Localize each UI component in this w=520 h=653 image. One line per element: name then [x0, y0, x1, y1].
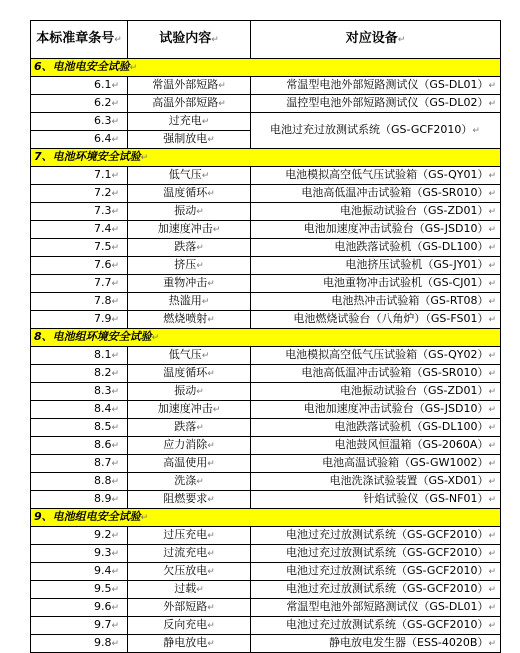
- clause-cell: 9.3↵: [31, 545, 128, 563]
- table-row: [31, 599, 501, 617]
- table-row: [31, 419, 501, 437]
- content-cell: 振动↵: [128, 383, 251, 401]
- clause-cell: 6.1↵: [31, 77, 128, 95]
- clause-cell: 6.3↵: [31, 113, 128, 131]
- content-cell: 高温使用↵: [128, 455, 251, 473]
- table-row: [31, 635, 501, 653]
- clause-cell: 9.8↵: [31, 635, 128, 653]
- equipment-cell: 电池鼓风恒温箱（GS-2060A）↵: [251, 437, 501, 455]
- equipment-cell: 针焰试验仪（GS-NF01）↵: [251, 491, 501, 509]
- section-title: 6、电池电安全试验↵: [31, 59, 501, 77]
- content-cell: 常温外部短路↵: [128, 77, 251, 95]
- clause-cell: 7.2↵: [31, 185, 128, 203]
- header-clause: 本标准章条号↵: [31, 21, 128, 59]
- content-cell: 过流充电↵: [128, 545, 251, 563]
- section-title: 9、电池组电安全试验↵: [31, 509, 501, 527]
- content-cell: 跌落↵: [128, 419, 251, 437]
- table-body: [31, 59, 501, 653]
- clause-cell: 8.6↵: [31, 437, 128, 455]
- table-row: [31, 167, 501, 185]
- content-cell: 加速度冲击↵: [128, 221, 251, 239]
- clause-cell: 9.5↵: [31, 581, 128, 599]
- clause-cell: 7.3↵: [31, 203, 128, 221]
- clause-cell: 8.3↵: [31, 383, 128, 401]
- header-content: 试验内容↵: [128, 21, 251, 59]
- clause-cell: 9.2↵: [31, 527, 128, 545]
- equipment-cell: 电池高温试验箱（GS-GW1002）↵: [251, 455, 501, 473]
- table-row: [31, 617, 501, 635]
- clause-cell: 8.4↵: [31, 401, 128, 419]
- table-row: [31, 455, 501, 473]
- section-title: 8、电池组环境安全试验↵: [31, 329, 501, 347]
- equipment-cell: 电池挤压试验机（GS-JY01）↵: [251, 257, 501, 275]
- content-cell: 低气压↵: [128, 167, 251, 185]
- clause-cell: 9.7↵: [31, 617, 128, 635]
- table-row: [31, 113, 501, 131]
- equipment-cell: 电池过充过放测试系统（GS-GCF2010）↵: [251, 113, 501, 149]
- equipment-cell: 电池模拟高空低气压试验箱（GS-QY01）↵: [251, 167, 501, 185]
- equipment-cell: 静电放电发生器（ESS-4020B）↵: [251, 635, 501, 653]
- table-row: [31, 293, 501, 311]
- clause-cell: 9.6↵: [31, 599, 128, 617]
- table-row: [31, 473, 501, 491]
- content-cell: 热滥用↵: [128, 293, 251, 311]
- equipment-cell: 温控型电池外部短路测试仪（GS-DL02）↵: [251, 95, 501, 113]
- equipment-cell: 电池热冲击试验箱（GS-RT08）↵: [251, 293, 501, 311]
- table-row: [31, 203, 501, 221]
- table-header-row: [31, 21, 501, 59]
- table-row: [31, 239, 501, 257]
- equipment-cell: 电池跌落试验机（GS-DL100）↵: [251, 419, 501, 437]
- content-cell: 高温外部短路↵: [128, 95, 251, 113]
- content-cell: 重物冲击↵: [128, 275, 251, 293]
- table-row: [31, 401, 501, 419]
- standard-equipment-table: [30, 20, 501, 653]
- content-cell: 燃烧喷射↵: [128, 311, 251, 329]
- clause-cell: 8.9↵: [31, 491, 128, 509]
- equipment-cell: 电池振动试验台（GS-ZD01）↵: [251, 203, 501, 221]
- equipment-cell: 电池过充过放测试系统（GS-GCF2010）↵: [251, 545, 501, 563]
- equipment-cell: 电池振动试验台（GS-ZD01）↵: [251, 383, 501, 401]
- equipment-cell: 电池过充过放测试系统（GS-GCF2010）↵: [251, 527, 501, 545]
- equipment-cell: 电池洗涤试验装置（GS-XD01）↵: [251, 473, 501, 491]
- clause-cell: 9.4↵: [31, 563, 128, 581]
- table-row: [31, 581, 501, 599]
- equipment-cell: 电池跌落试验机（GS-DL100）↵: [251, 239, 501, 257]
- clause-cell: 7.6↵: [31, 257, 128, 275]
- equipment-cell: 电池加速度冲击试验台（GS-JSD10）↵: [251, 401, 501, 419]
- equipment-cell: 电池燃烧试验台（八角炉）（GS-FS01）↵: [251, 311, 501, 329]
- table-row: [31, 185, 501, 203]
- table-row: [31, 383, 501, 401]
- equipment-cell: 电池过充过放测试系统（GS-GCF2010）↵: [251, 563, 501, 581]
- document: [30, 20, 500, 653]
- content-cell: 洗涤↵: [128, 473, 251, 491]
- clause-cell: 7.1↵: [31, 167, 128, 185]
- clause-cell: 8.7↵: [31, 455, 128, 473]
- clause-cell: 8.8↵: [31, 473, 128, 491]
- content-cell: 阻燃要求↵: [128, 491, 251, 509]
- content-cell: 温度循环↵: [128, 365, 251, 383]
- content-cell: 过充电↵: [128, 113, 251, 131]
- equipment-cell: 电池加速度冲击试验台（GS-JSD10）↵: [251, 221, 501, 239]
- equipment-cell: 电池过充过放测试系统（GS-GCF2010）↵: [251, 617, 501, 635]
- section-row: [31, 509, 501, 527]
- table-row: [31, 527, 501, 545]
- table-row: [31, 491, 501, 509]
- content-cell: 跌落↵: [128, 239, 251, 257]
- clause-cell: 7.4↵: [31, 221, 128, 239]
- table-row: [31, 347, 501, 365]
- clause-cell: 7.9↵: [31, 311, 128, 329]
- clause-cell: 8.5↵: [31, 419, 128, 437]
- content-cell: 温度循环↵: [128, 185, 251, 203]
- content-cell: 过载↵: [128, 581, 251, 599]
- section-title: 7、电池环境安全试验↵: [31, 149, 501, 167]
- content-cell: 静电放电↵: [128, 635, 251, 653]
- content-cell: 振动↵: [128, 203, 251, 221]
- equipment-cell: 常温型电池外部短路测试仪（GS-DL01）↵: [251, 77, 501, 95]
- equipment-cell: 电池模拟高空低气压试验箱（GS-QY02）↵: [251, 347, 501, 365]
- clause-cell: 8.1↵: [31, 347, 128, 365]
- equipment-cell: 电池高低温冲击试验箱（GS-SR010）↵: [251, 365, 501, 383]
- content-cell: 应力消除↵: [128, 437, 251, 455]
- section-row: [31, 59, 501, 77]
- clause-cell: 6.4↵: [31, 131, 128, 149]
- header-equipment: 对应设备↵: [251, 21, 501, 59]
- equipment-cell: 电池过充过放测试系统（GS-GCF2010）↵: [251, 581, 501, 599]
- clause-cell: 6.2↵: [31, 95, 128, 113]
- content-cell: 强制放电↵: [128, 131, 251, 149]
- table-row: [31, 563, 501, 581]
- clause-cell: 7.8↵: [31, 293, 128, 311]
- table-row: [31, 437, 501, 455]
- content-cell: 欠压放电↵: [128, 563, 251, 581]
- clause-cell: 7.5↵: [31, 239, 128, 257]
- section-row: [31, 329, 501, 347]
- equipment-cell: 常温型电池外部短路测试仪（GS-DL01）↵: [251, 599, 501, 617]
- content-cell: 挤压↵: [128, 257, 251, 275]
- content-cell: 过压充电↵: [128, 527, 251, 545]
- clause-cell: 7.7↵: [31, 275, 128, 293]
- table-row: [31, 311, 501, 329]
- table-row: [31, 275, 501, 293]
- table-row: [31, 221, 501, 239]
- content-cell: 反向充电↵: [128, 617, 251, 635]
- content-cell: 低气压↵: [128, 347, 251, 365]
- table-row: [31, 365, 501, 383]
- equipment-cell: 电池高低温冲击试验箱（GS-SR010）↵: [251, 185, 501, 203]
- table-row: [31, 545, 501, 563]
- table-row: [31, 257, 501, 275]
- content-cell: 加速度冲击↵: [128, 401, 251, 419]
- table-row: [31, 77, 501, 95]
- section-row: [31, 149, 501, 167]
- content-cell: 外部短路↵: [128, 599, 251, 617]
- clause-cell: 8.2↵: [31, 365, 128, 383]
- table-row: [31, 95, 501, 113]
- equipment-cell: 电池重物冲击试验机（GS-CJ01）↵: [251, 275, 501, 293]
